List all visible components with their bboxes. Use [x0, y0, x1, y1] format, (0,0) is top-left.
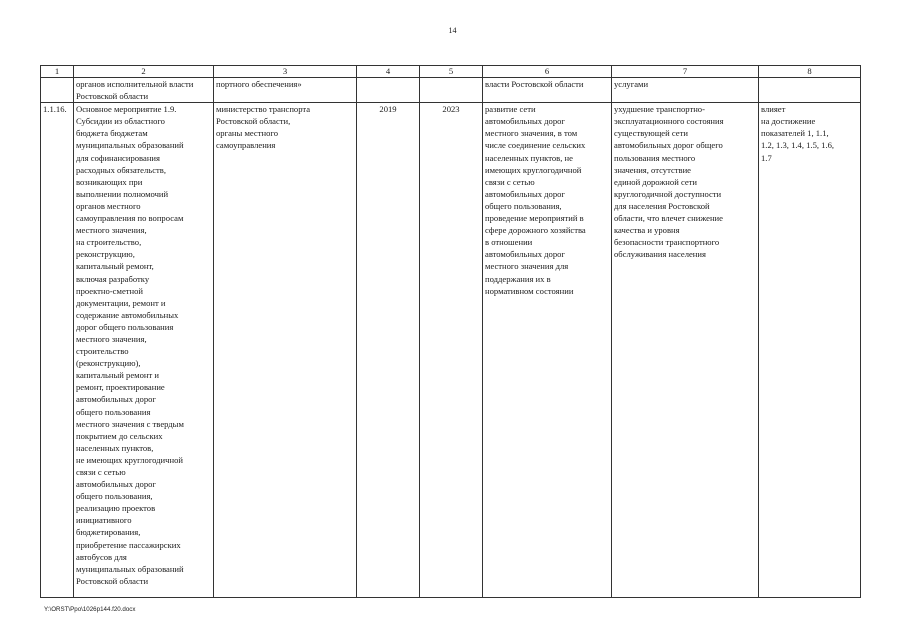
- cell-line: автомобильных дорог: [485, 249, 565, 260]
- cell-line: самоуправления: [216, 140, 276, 151]
- cell-line: инициативного: [76, 515, 132, 526]
- column-number-4: 4: [357, 66, 420, 78]
- cont-cell-3: портного обеспечения»: [214, 78, 357, 103]
- column-number-5: 5: [420, 66, 483, 78]
- cell-line: связи с сетью: [76, 467, 126, 477]
- consequences-cell: [612, 103, 759, 598]
- cell-line: местного значения,: [76, 333, 147, 344]
- cell-line: Основное мероприятие 1.9.: [76, 104, 177, 115]
- cell-line: реализацию проектов: [76, 503, 156, 514]
- cont-cell-7: услугами: [612, 78, 759, 103]
- cell-line: автомобильных дорог: [485, 188, 565, 199]
- cell-line: имеющих круглогодичной: [485, 164, 582, 175]
- cont-cell-4: [357, 78, 420, 103]
- cell-line: связи с сетью: [485, 176, 535, 187]
- cell-line: влияет: [761, 104, 786, 115]
- cell-line: автомобильных дорог: [76, 394, 156, 405]
- cell-line: общего пользования,: [76, 491, 153, 502]
- cell-line: для населения Ростовской: [614, 200, 710, 211]
- footer-file-path: Y:\ORST\Ppo\1026p144.f20.docx: [44, 606, 136, 613]
- cell-line: на строительство,: [76, 237, 142, 248]
- cell-line: автомобильных дорог общего: [614, 140, 723, 151]
- cell-line: сфере дорожного хозяйства: [485, 225, 586, 236]
- cell-line: нормативном состоянии: [485, 285, 574, 296]
- cell-line: общего пользования,: [485, 200, 562, 211]
- cell-line: бюджетирования,: [76, 527, 141, 538]
- column-number-3: 3: [214, 66, 357, 78]
- executor-cell: [214, 103, 357, 598]
- cell-line: капитальный ремонт,: [76, 261, 154, 272]
- column-number-2: 2: [74, 66, 214, 78]
- cell-line: документации, ремонт и: [76, 297, 166, 308]
- cell-line: 1.7: [761, 152, 772, 163]
- cell-line: пользования местного: [614, 152, 696, 163]
- cell-line: местного значения,: [76, 225, 147, 236]
- cell-line: существующей сети: [614, 128, 688, 139]
- cell-line: населенных пунктов,: [76, 442, 154, 453]
- cell-line: 1.2, 1.3, 1.4, 1.5, 1.6,: [761, 140, 835, 151]
- cell-line: не имеющих круглогодичной: [76, 454, 183, 465]
- cell-line: капитальный ремонт и: [76, 370, 159, 381]
- cell-line: круглогодичной доступности: [614, 188, 722, 199]
- cont-cell-2: органов исполнительной власти Ростовской области: [74, 78, 214, 103]
- cell-line: автомобильных дорог: [76, 479, 156, 490]
- cell-line: общего пользования: [76, 406, 151, 417]
- cell-line: выполнении полномочий: [76, 188, 169, 199]
- continuation-row: [41, 78, 861, 103]
- column-number-8: 8: [759, 66, 861, 78]
- measure-description-cell: [74, 103, 214, 598]
- cell-line: поддержания их в: [485, 273, 551, 284]
- cell-line: содержание автомобильных: [76, 309, 179, 320]
- cell-line: реконструкцию,: [76, 249, 135, 260]
- cell-line: единой дорожной сети: [614, 176, 698, 187]
- cell-line: обслуживания населения: [614, 249, 706, 260]
- cell-line: автомобильных дорог: [485, 116, 565, 127]
- cell-line: проведение мероприятий в: [485, 213, 584, 224]
- cell-line: Ростовской области,: [216, 116, 291, 127]
- cell-line: ухудшение транспортно-: [614, 104, 705, 115]
- page-number: 14: [448, 26, 457, 35]
- cell-line: (реконструкцию),: [76, 358, 141, 369]
- cell-line: для софинансирования: [76, 152, 160, 163]
- cell-line: населенных пунктов, не: [485, 152, 573, 163]
- cell-line: показателей 1, 1.1,: [761, 128, 829, 139]
- column-number-7: 7: [612, 66, 759, 78]
- cont-cell-8: [759, 78, 861, 103]
- cell-line: значения, отсутствие: [614, 164, 691, 175]
- cell-line: покрытием до сельских: [76, 430, 163, 441]
- cont-cell-6: власти Ростовской области: [483, 78, 612, 103]
- cell-line: приобретение пассажирских: [76, 539, 181, 550]
- expected-result-cell: [483, 103, 612, 598]
- cont-cell-1: [41, 78, 74, 103]
- cell-line: местного значения с твердым: [76, 418, 184, 429]
- cell-line: проектно-сметной: [76, 285, 144, 296]
- cell-line: местного значения, в том: [485, 128, 578, 139]
- cell-line: расходных обязательств,: [76, 164, 166, 175]
- cell-line: муниципальных образований: [76, 140, 184, 151]
- cell-line: качества и уровня: [614, 225, 680, 236]
- end-year-cell: 2023: [420, 103, 483, 598]
- row-number-cell: 1.1.16.: [41, 103, 74, 598]
- cell-line: местного значения для: [485, 261, 569, 272]
- indicators-cell: [759, 103, 861, 598]
- cell-line: строительство: [76, 346, 129, 357]
- column-number-row: [41, 66, 861, 78]
- cell-line: области, что влечет снижение: [614, 213, 723, 224]
- cell-line: Ростовской области: [76, 575, 149, 586]
- start-year-cell: 2019: [357, 103, 420, 598]
- program-table: [40, 65, 861, 598]
- cell-line: безопасности транспортного: [614, 237, 720, 248]
- cell-line: возникающих при: [76, 176, 143, 187]
- cell-line: органы местного: [216, 128, 278, 139]
- cell-line: министерство транспорта: [216, 104, 311, 115]
- cont-cell-5: [420, 78, 483, 103]
- column-number-6: 6: [483, 66, 612, 78]
- cell-line: органов местного: [76, 200, 141, 211]
- cell-line: развитие сети: [485, 104, 536, 115]
- cell-line: эксплуатационного состояния: [614, 116, 724, 127]
- cell-line: числе соединение сельских: [485, 140, 586, 151]
- cell-line: бюджета бюджетам: [76, 128, 148, 139]
- column-number-1: 1: [41, 66, 74, 78]
- cell-line: дорог общего пользования: [76, 321, 174, 332]
- cell-line: самоуправления по вопросам: [76, 213, 184, 224]
- cell-line: Субсидии из областного: [76, 116, 165, 127]
- cell-line: на достижение: [761, 116, 816, 127]
- cell-line: автобусов для: [76, 551, 127, 562]
- cell-line: муниципальных образований: [76, 563, 184, 574]
- table-row-1-1-16: [41, 103, 861, 598]
- cell-line: включая разработку: [76, 273, 150, 284]
- cell-line: в отношении: [485, 237, 533, 248]
- cell-line: ремонт, проектирование: [76, 382, 165, 393]
